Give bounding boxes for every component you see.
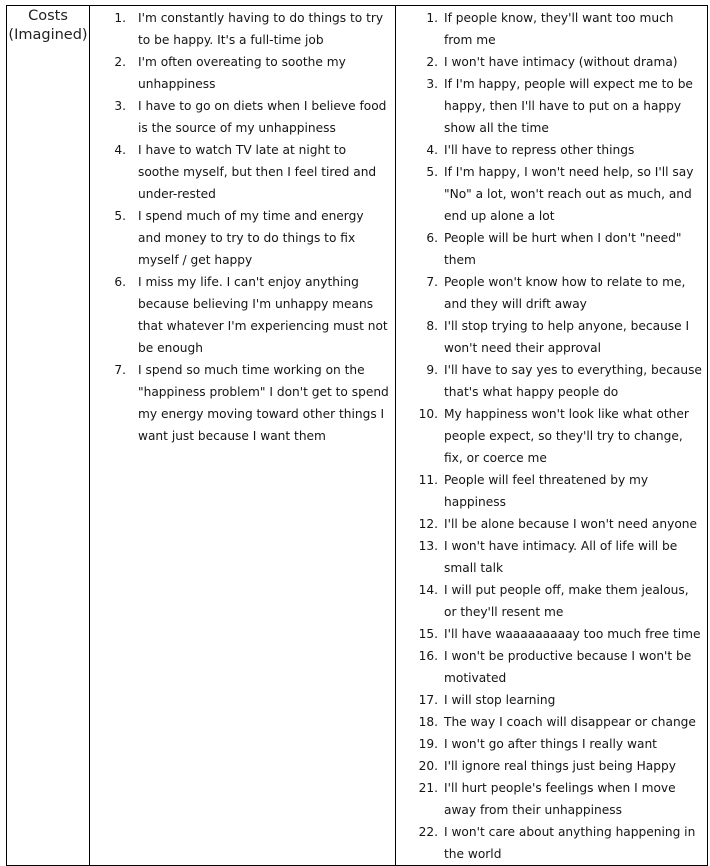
list-item bbox=[114, 7, 389, 51]
list-item bbox=[114, 95, 389, 139]
list-item-number: 5. bbox=[114, 209, 126, 223]
list-item-text: If I'm happy, people will expect me to be happy, then I'll have to put on a happy show all the time bbox=[444, 77, 693, 135]
list-item-text: I miss my life. I can't enjoy anything because believing I'm unhappy means that whatever I'm experiencing must not be enough bbox=[138, 275, 388, 355]
list-item-number: 9. bbox=[426, 363, 438, 377]
list-item-number: 3. bbox=[114, 99, 126, 113]
list-item-number: 13. bbox=[418, 539, 438, 553]
list-item bbox=[426, 139, 703, 161]
list-item-text: I'm often overeating to soothe my unhappiness bbox=[138, 55, 346, 91]
list-item bbox=[114, 359, 389, 447]
list-item-number: 5. bbox=[426, 165, 438, 179]
list-item-text: I won't be productive because I won't be motivated bbox=[444, 649, 692, 685]
list-item bbox=[418, 689, 703, 711]
list-item bbox=[418, 711, 703, 733]
table-row bbox=[7, 6, 708, 866]
list-item-number: 6. bbox=[114, 275, 126, 289]
list-item bbox=[426, 51, 703, 73]
list-item bbox=[418, 623, 703, 645]
list-item-number: 10. bbox=[418, 407, 438, 421]
list-item bbox=[426, 7, 703, 51]
list-item-text: I'm constantly having to do things to try to be happy. It's a full-time job bbox=[138, 11, 384, 47]
list-item-number: 11. bbox=[418, 473, 438, 487]
list-item-number: 2. bbox=[114, 55, 126, 69]
list-item-text: People will feel threatened by my happiness bbox=[444, 473, 649, 509]
list-item-text: I'll stop trying to help anyone, because I won't need their approval bbox=[444, 319, 690, 355]
list-item-number: 8. bbox=[426, 319, 438, 333]
list-item-number: 15. bbox=[418, 627, 438, 641]
list-item bbox=[418, 733, 703, 755]
list-item bbox=[418, 579, 703, 623]
list-item-text: I have to watch TV late at night to soothe myself, but then I feel tired and under-rested bbox=[138, 143, 377, 201]
list-item-number: 22. bbox=[418, 825, 438, 839]
list-item bbox=[426, 161, 703, 227]
list-item-text: If people know, they'll want too much from me bbox=[444, 11, 674, 47]
row-label: Costs (Imagined) bbox=[8, 8, 88, 43]
list-item-number: 1. bbox=[426, 11, 438, 25]
list-item bbox=[418, 755, 703, 777]
list-item-text: I spend much of my time and energy and money to try to do things to fix myself / get happy bbox=[138, 209, 364, 267]
left-items-list bbox=[90, 6, 395, 447]
list-item-number: 4. bbox=[114, 143, 126, 157]
list-item-text: I will put people off, make them jealous, or they'll resent me bbox=[444, 583, 689, 619]
list-item-number: 3. bbox=[426, 77, 438, 91]
list-item bbox=[426, 315, 703, 359]
list-item-number: 7. bbox=[426, 275, 438, 289]
list-item-number: 16. bbox=[418, 649, 438, 663]
list-item-number: 17. bbox=[418, 693, 438, 707]
list-item-text: I'll ignore real things just being Happy bbox=[444, 759, 676, 773]
list-item bbox=[114, 271, 389, 359]
right-items-cell bbox=[396, 6, 708, 866]
left-items-cell bbox=[90, 6, 396, 866]
list-item-text: I have to go on diets when I believe food is the source of my unhappiness bbox=[138, 99, 387, 135]
list-item bbox=[418, 469, 703, 513]
list-item-text: I spend so much time working on the "happiness problem" I don't get to spend my energy moving toward other things I want just because I want them bbox=[138, 363, 389, 443]
list-item-text: I won't have intimacy (without drama) bbox=[444, 55, 678, 69]
list-item bbox=[418, 821, 703, 865]
list-item bbox=[418, 403, 703, 469]
list-item bbox=[426, 359, 703, 403]
list-item bbox=[426, 73, 703, 139]
list-item-number: 20. bbox=[418, 759, 438, 773]
list-item-text: I'll have to say yes to everything, because that's what happy people do bbox=[444, 363, 702, 399]
list-item-number: 7. bbox=[114, 363, 126, 377]
list-item-text: My happiness won't look like what other people expect, so they'll try to change, fix, or coerce me bbox=[444, 407, 689, 465]
list-item-text: I won't have intimacy. All of life will be small talk bbox=[444, 539, 678, 575]
list-item bbox=[426, 271, 703, 315]
list-item-text: I'll have to repress other things bbox=[444, 143, 635, 157]
list-item-number: 2. bbox=[426, 55, 438, 69]
row-label-cell bbox=[7, 6, 90, 866]
list-item-number: 19. bbox=[418, 737, 438, 751]
list-item-number: 6. bbox=[426, 231, 438, 245]
list-item bbox=[114, 205, 389, 271]
list-item-text: People will be hurt when I don't "need" them bbox=[444, 231, 682, 267]
list-item-text: I will stop learning bbox=[444, 693, 556, 707]
list-item-number: 14. bbox=[418, 583, 438, 597]
list-item bbox=[418, 513, 703, 535]
list-item-text: I won't care about anything happening in the world bbox=[444, 825, 696, 861]
costs-table bbox=[6, 5, 708, 866]
list-item-text: I won't go after things I really want bbox=[444, 737, 657, 751]
list-item-text: I'll hurt people's feelings when I move away from their unhappiness bbox=[444, 781, 676, 817]
list-item bbox=[114, 51, 389, 95]
list-item-number: 21. bbox=[418, 781, 438, 795]
list-item bbox=[418, 777, 703, 821]
list-item-number: 18. bbox=[418, 715, 438, 729]
right-items-list bbox=[396, 6, 707, 865]
list-item bbox=[426, 227, 703, 271]
list-item-number: 12. bbox=[418, 517, 438, 531]
list-item-text: I'll have waaaaaaaaay too much free time bbox=[444, 627, 701, 641]
list-item-text: People won't know how to relate to me, and they will drift away bbox=[444, 275, 686, 311]
list-item-text: If I'm happy, I won't need help, so I'll say "No" a lot, won't reach out as much, and end up alone a lot bbox=[444, 165, 694, 223]
list-item-number: 1. bbox=[114, 11, 126, 25]
list-item-text: The way I coach will disappear or change bbox=[444, 715, 696, 729]
list-item bbox=[114, 139, 389, 205]
list-item bbox=[418, 645, 703, 689]
list-item-number: 4. bbox=[426, 143, 438, 157]
list-item-text: I'll be alone because I won't need anyone bbox=[444, 517, 697, 531]
list-item bbox=[418, 535, 703, 579]
